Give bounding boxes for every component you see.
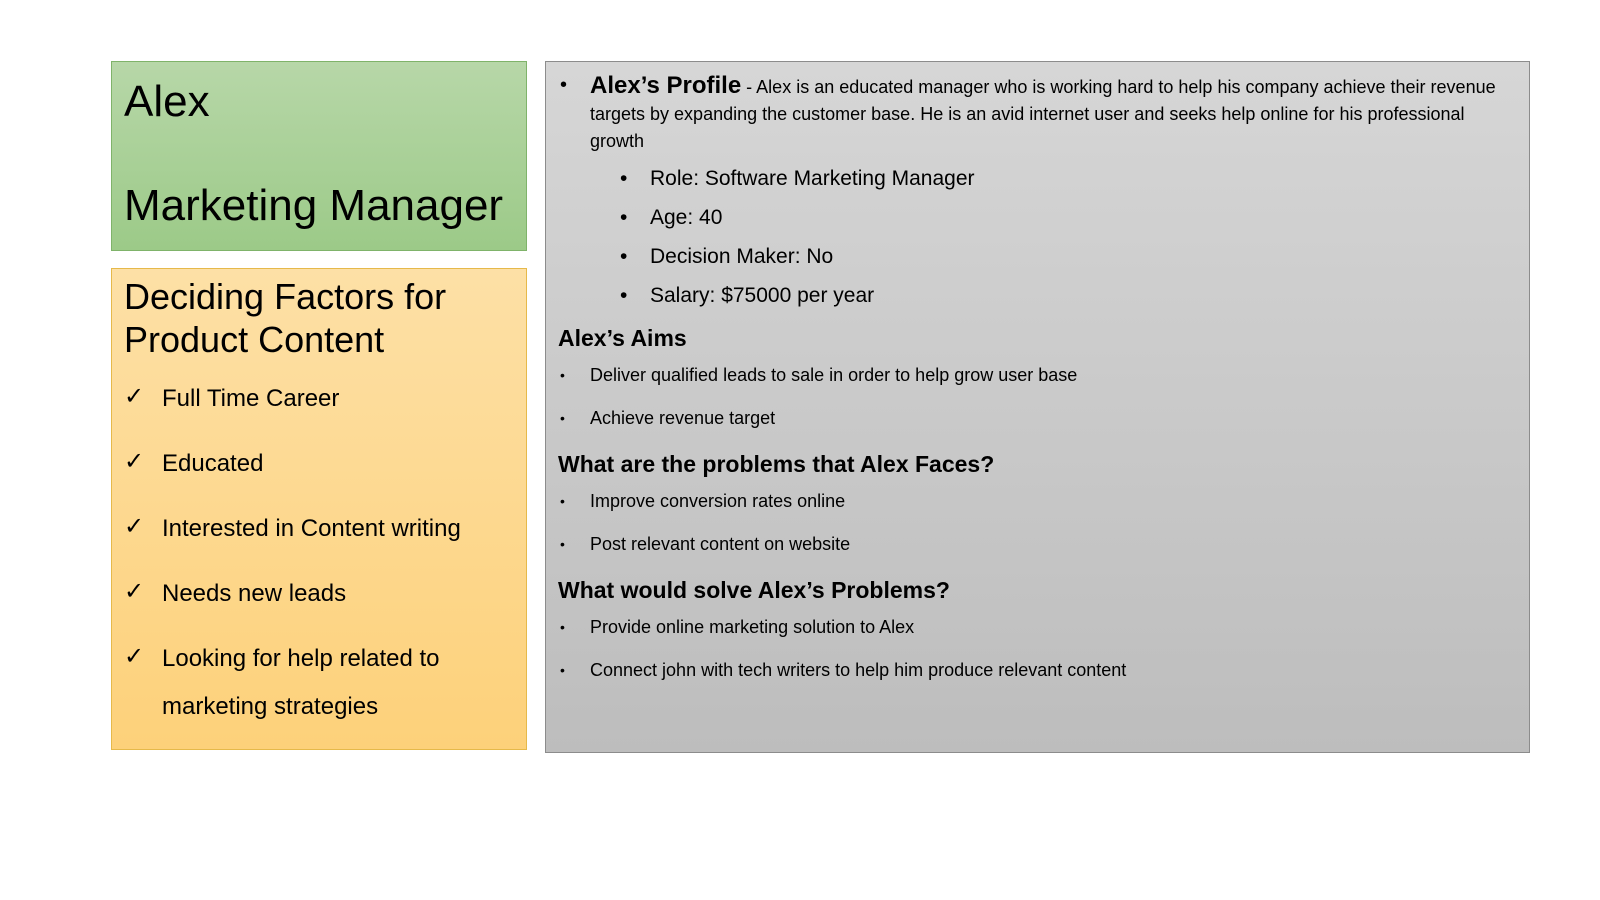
list-item — [618, 243, 1509, 270]
factor-text: Needs new leads — [162, 580, 347, 607]
profile-description: - Alex is an educated manager who is working hard to help his company achieve their revenue targets by expanding the customer base. He is an avid internet user and seeks help online for his professional growth — [590, 77, 1496, 151]
profile-label: Alex’s Profile — [590, 72, 742, 99]
profile-details-list — [558, 165, 1509, 309]
bullet-icon: • — [560, 536, 565, 552]
list-item — [124, 635, 516, 731]
bullet-icon: • — [560, 493, 565, 509]
checkmark-icon: ✓ — [124, 578, 145, 605]
list-item — [558, 615, 1509, 640]
factor-text: Full Time Career — [162, 385, 340, 412]
bullet-icon: • — [620, 167, 628, 190]
aims-list — [558, 363, 1509, 431]
bullet-icon: • — [560, 410, 565, 426]
persona-job-title: Marketing Manager — [124, 181, 504, 230]
bullet-icon: • — [560, 619, 565, 635]
profile-intro — [558, 72, 1509, 155]
list-item — [558, 363, 1509, 388]
bullet-icon: • — [560, 74, 568, 96]
list-item — [558, 658, 1509, 683]
list-item — [558, 406, 1509, 431]
checkmark-icon: ✓ — [124, 643, 145, 670]
solution-text: Connect john with tech writers to help him produce relevant content — [590, 660, 1127, 680]
deciding-factors-heading: Deciding Factors for Product Content — [124, 276, 447, 360]
list-item — [124, 570, 516, 618]
aim-text: Deliver qualified leads to sale in order to help grow user base — [590, 365, 1078, 385]
factor-text: Educated — [162, 450, 264, 477]
deciding-factors-card — [111, 268, 527, 750]
persona-profile-panel — [545, 61, 1530, 753]
problems-list — [558, 489, 1509, 557]
problem-text: Post relevant content on website — [590, 534, 851, 554]
solutions-list — [558, 615, 1509, 683]
solutions-heading: What would solve Alex’s Problems? — [558, 577, 950, 603]
checkmark-icon: ✓ — [124, 448, 145, 475]
persona-name-card — [111, 61, 527, 251]
persona-name: Alex — [124, 77, 210, 126]
list-item — [618, 282, 1509, 309]
factor-text: Interested in Content writing — [162, 515, 461, 542]
aim-text: Achieve revenue target — [590, 408, 776, 428]
problem-text: Improve conversion rates online — [590, 491, 846, 511]
profile-detail: Age: 40 — [650, 206, 723, 229]
profile-intro-text — [590, 72, 1509, 155]
list-item — [618, 165, 1509, 192]
profile-detail: Decision Maker: No — [650, 245, 834, 268]
checkmark-icon: ✓ — [124, 513, 145, 540]
solution-text: Provide online marketing solution to Alex — [590, 617, 915, 637]
factor-text: Looking for help related to marketing strategies — [162, 645, 440, 720]
list-item — [124, 375, 516, 423]
bullet-icon: • — [620, 206, 628, 229]
profile-detail: Role: Software Marketing Manager — [650, 167, 975, 190]
profile-detail: Salary: $75000 per year — [650, 284, 875, 307]
list-item — [124, 440, 516, 488]
checkmark-icon: ✓ — [124, 383, 145, 410]
list-item — [558, 532, 1509, 557]
deciding-factors-list — [124, 375, 516, 731]
bullet-icon: • — [620, 284, 628, 307]
list-item — [124, 505, 516, 553]
bullet-icon: • — [560, 662, 565, 678]
bullet-icon: • — [560, 367, 565, 383]
list-item — [618, 204, 1509, 231]
list-item — [558, 489, 1509, 514]
aims-heading: Alex’s Aims — [558, 325, 687, 351]
bullet-icon: • — [620, 245, 628, 268]
problems-heading: What are the problems that Alex Faces? — [558, 451, 995, 477]
